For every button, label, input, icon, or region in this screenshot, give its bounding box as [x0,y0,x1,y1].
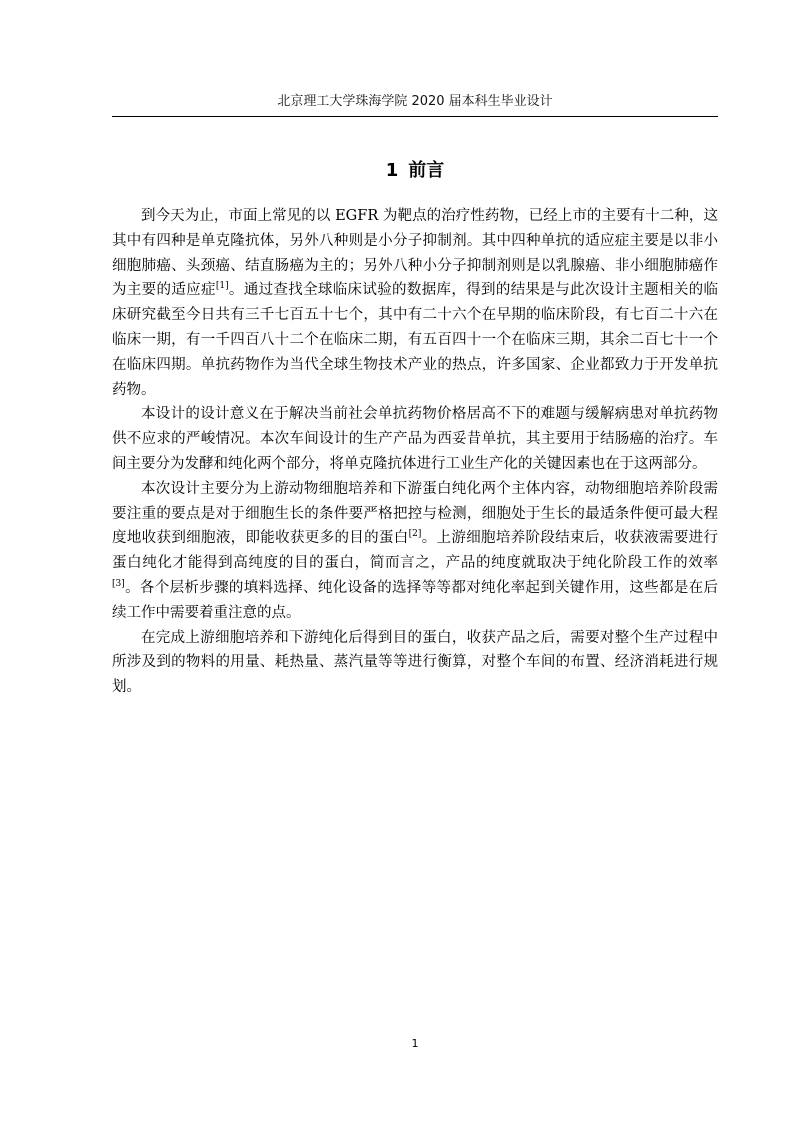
citation-ref-1: [1] [215,281,229,292]
paragraph-text: 。上游细胞培养阶段结束后，收获液需要进行蛋白纯化才能得到高纯度的目的蛋白，简而言之，产品的纯度就取决于纯化阶段工作的效率 [112,530,718,572]
header-rule [112,116,718,117]
citation-ref-3: [3] [112,579,125,590]
paragraph-text: 本设计的设计意义在于解决当前社会单抗药物价格居高不下的难题与缓解病患对单抗药物供不应求的严峻情况。本次车间设计的生产产品为西妥昔单抗，其主要用于结肠癌的治疗。车间主要分为发酵和纯化两个部分，将单克隆抗体进行工业生产化的关键因素也在于这两部分。 [112,406,718,472]
chapter-title-text: 前言 [408,160,445,181]
page-header: 北京理工大学珠海学院 2020 届本科生毕业设计 [277,94,553,109]
page-number: 1 [411,1037,419,1050]
paragraph-2 [112,402,718,476]
paragraph-text: 本次设计主要分为上游动物细胞培养和下游蛋白纯化两个主体内容，动物细胞培养阶段需要注重的要点是对于细胞生长的条件要严格把控与检测，细胞处于生长的最适条件便可最大程度地收获到细胞液，即能收获更多的目的蛋白 [112,480,718,547]
paragraph-4 [112,626,718,700]
paragraph-1 [112,204,718,402]
paragraph-3 [112,477,718,626]
citation-ref-2: [2] [408,529,422,540]
chapter-title [112,158,718,184]
paragraph-text: 。通过查找全球临床试验的数据库，得到的结果是与此次设计主题相关的临床研究截至今日共有三千七百五十七个，其中有二十六个在早期的临床阶段，有七百二十六在临床一期，有一千四百八十二个在临床二期，有五百四十一个在临床三期，其余二百七十一个在临床四期。单抗药物作为当代全球生物技术产业的热点，许多国家、企业都致力于开发单抗药物。 [112,282,719,398]
paragraph-text: 到今天为止，市面上常见的以 EGFR 为靶点的治疗性药物，已经上市的主要有十二种，这其中有四种是单克隆抗体，另外八种则是小分子抑制剂。其中四种单抗的适应症主要是以非小细胞肺癌、头颈癌、结直肠癌为主的；另外八种小分子抑制剂则是以乳腺癌、非小细胞肺癌作为主要的适应症 [112,208,718,299]
body-text [112,204,718,700]
chapter-number: 1 [385,160,399,181]
paragraph-text: 。各个层析步骤的填料选择、纯化设备的选择等等都对纯化率起到关键作用，这些都是在后续工作中需要着重注意的点。 [112,579,718,621]
paragraph-text: 在完成上游细胞培养和下游纯化后得到目的蛋白，收获产品之后，需要对整个生产过程中所涉及到的物料的用量、耗热量、蒸汽量等等进行衡算，对整个车间的布置、经济消耗进行规划。 [112,629,718,696]
